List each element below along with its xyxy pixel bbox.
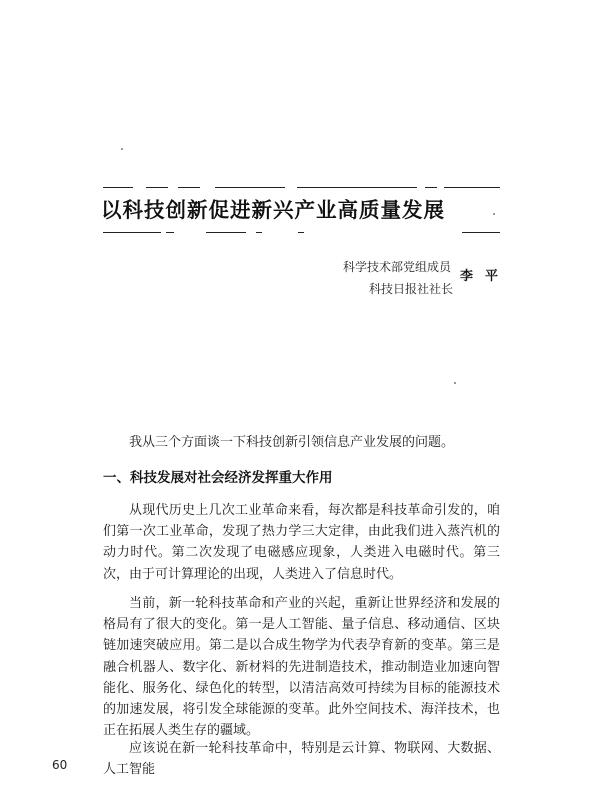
author-affiliation: 科学技术部党组成员: [343, 260, 452, 274]
body-paragraph: 应该说在新一轮科技革命中，特别是云计算、物联网、大数据、人工智能: [103, 741, 500, 778]
body-paragraph: 从现代历史上几次工业革命来看，每次都是科技革命引发的，咱们第一次工业革命，发现了热力学三大定律，由此我们进入蒸汽机的动力时代。第二次发现了电磁感应现象，人类进入电磁时代。第三次，由于可计算理论的出现，人类进入了信息时代。: [103, 503, 500, 582]
title-bottom-rule: [166, 232, 174, 233]
scan-speck: [454, 382, 456, 384]
author-name: 李平: [460, 269, 511, 284]
page-number: 60: [52, 758, 68, 772]
intro-paragraph: 我从三个方面谈一下科技创新引领信息产业发展的问题。: [129, 435, 455, 450]
title-top-rule: [297, 187, 417, 188]
title-bottom-rule: [256, 232, 262, 233]
body-paragraph: 当前，新一轮科技革命和产业的兴起，重新让世界经济和发展的格局有了很大的变化。第一是人工智能、量子信息、移动通信、区块链加速突破应用。第二是以合成生物学为代表孕育新的变革。第三是融合机器人、数字化、新材料的先进制造技术，推动制造业加速向智能化、服务化、绿色化的转型，以清洁高效可持续为目标的能源技术的加速发展，将引发全球能源的变革。此外空间技术、海洋技术，也正在拓展人类生存的疆域。: [103, 596, 500, 739]
title-bottom-rule: [298, 232, 304, 233]
author-affiliation: 科技日报社社长: [369, 282, 454, 296]
title-top-rule: [215, 187, 285, 188]
scan-speck: [121, 148, 123, 150]
article-title: 以科技创新促进新兴产业高质量发展: [101, 198, 445, 222]
scan-speck: [493, 213, 495, 215]
title-top-rule: [146, 187, 168, 188]
title-top-rule: [444, 187, 500, 188]
title-top-rule: [178, 187, 200, 188]
title-bottom-rule: [103, 232, 161, 233]
title-bottom-rule: [462, 232, 500, 233]
section-heading: 一、科技发展对社会经济发挥重大作用: [103, 470, 333, 486]
title-top-rule: [103, 187, 133, 188]
title-top-rule: [425, 187, 437, 188]
title-bottom-rule: [206, 232, 246, 233]
